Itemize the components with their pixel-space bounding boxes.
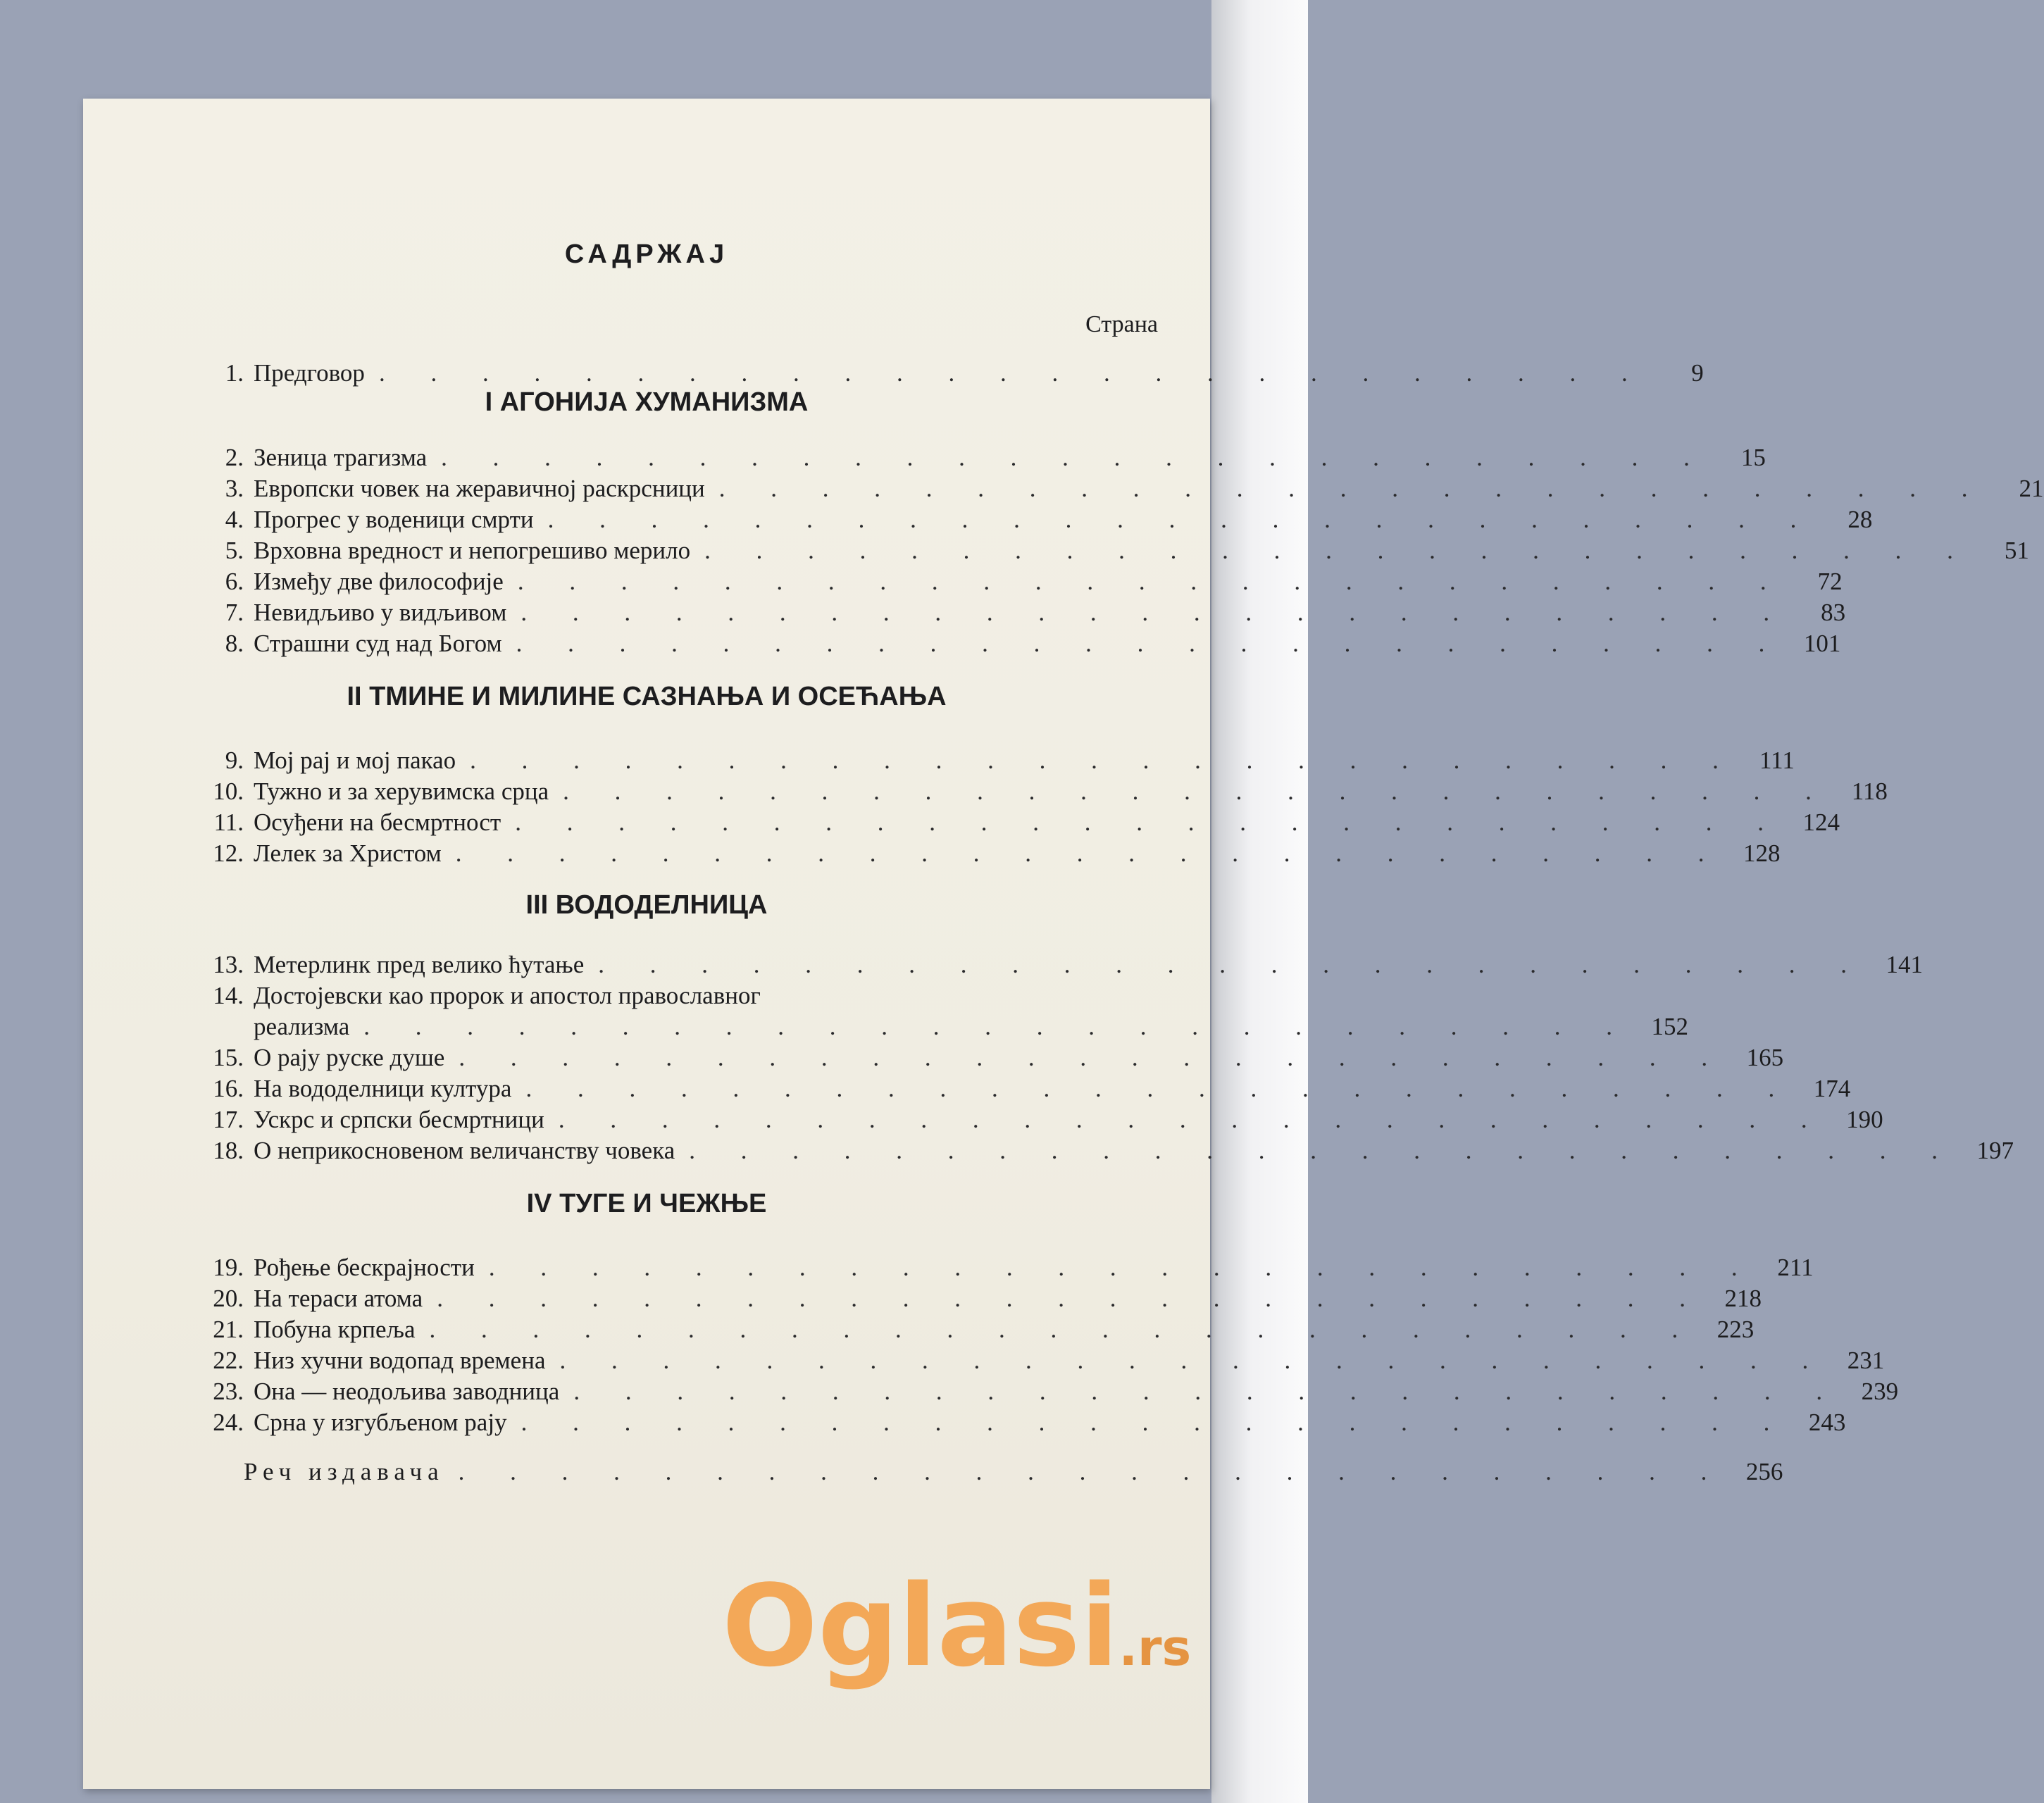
toc-entry: 12. Лелек за Христом . . . . . . . . . . . . . . . . . . . . . . . . . 128 xyxy=(213,840,1781,867)
toc-entry: 24. Срна у изгубљеном рају . . . . . . . . . . . . . . . . . . . . . . . . . 243 xyxy=(213,1409,1846,1436)
toc-entry: 16. На вододелници култура . . . . . . . . . . . . . . . . . . . . . . . . . 174 xyxy=(213,1075,1851,1102)
toc-entry: 21. Побуна крпеља . . . . . . . . . . . . . . . . . . . . . . . . . 223 xyxy=(213,1316,1755,1343)
watermark-logo xyxy=(722,1560,1191,1692)
watermark-brand: Oglasi xyxy=(722,1560,1119,1692)
section-heading: IV ТУГЕ И ЧЕЖЊЕ xyxy=(526,1189,767,1218)
section-heading: I АГОНИЈА ХУМАНИЗМА xyxy=(485,387,809,417)
book-page xyxy=(83,99,2044,1789)
toc-entry: 1. Предговор . . . . . . . . . . . . . . . . . . . . . . . . . 9 xyxy=(225,359,1704,387)
toc-entry: 22. Низ хучни водопад времена . . . . . . . . . . . . . . . . . . . . . . . . . 231 xyxy=(213,1347,1885,1374)
toc-entry: 10. Тужно и за херувимска срца . . . . . . . . . . . . . . . . . . . . . . . . . 118 xyxy=(213,778,1888,805)
toc-entry: 8. Страшни суд над Богом . . . . . . . . . . . . . . . . . . . . . . . . . 101 xyxy=(225,630,1841,657)
toc-entry: 23. Она — неодољива заводница . . . . . . . . . . . . . . . . . . . . . . . . . 239 xyxy=(213,1378,1899,1405)
toc-entry: 11. Осуђени на бесмртност . . . . . . . . . . . . . . . . . . . . . . . . . 124 xyxy=(213,809,1840,836)
toc-entry: 18. О неприкосновеном величанству човека . . . . . . . . . . . . . . . . . . . . . . . . . 197 xyxy=(213,1137,2014,1164)
toc-entry: 5. Врховна вредност и непогрешиво мерило . . . . . . . . . . . . . . . . . . . . . . . . . 51 xyxy=(225,537,2029,564)
toc-entry: 19. Рођење бескрајности . . . . . . . . . . . . . . . . . . . . . . . . . 211 xyxy=(213,1254,1814,1281)
toc-entry: 13. Метерлинк пред велико ћутање . . . . . . . . . . . . . . . . . . . . . . . . . 141 xyxy=(213,951,1923,978)
toc-entry: 9. Мој рај и мој пакао . . . . . . . . . . . . . . . . . . . . . . . . . 111 xyxy=(225,747,1795,774)
toc-entry: 20. На тераси атома . . . . . . . . . . . . . . . . . . . . . . . . . 218 xyxy=(213,1285,1762,1312)
toc-entry: 6. Између две философије . . . . . . . . . . . . . . . . . . . . . . . . . 72 xyxy=(225,568,1843,595)
page-title: САДРЖАЈ xyxy=(564,239,729,269)
section-heading: III ВОДОДЕЛНИЦА xyxy=(525,890,768,920)
toc-entry: 7. Невидљиво у видљивом . . . . . . . . . . . . . . . . . . . . . . . . . 83 xyxy=(225,599,1846,626)
toc-entry: 17. Ускрс и српски бесмртници . . . . . . . . . . . . . . . . . . . . . . . . . 190 xyxy=(213,1106,1883,1133)
background-edge xyxy=(1211,0,1308,1803)
section-heading: II ТМИНЕ И МИЛИНЕ САЗНАЊА И ОСЕЋАЊА xyxy=(347,682,947,711)
toc-entry: 2. Зеница трагизма . . . . . . . . . . . . . . . . . . . . . . . . . 15 xyxy=(225,444,1766,471)
watermark-tld: .rs xyxy=(1118,1619,1192,1677)
toc-entry: 15. О рају руске душе . . . . . . . . . . . . . . . . . . . . . . . . . 165 xyxy=(213,1044,1784,1071)
toc-entry: 4. Прогрес у воденици смрти . . . . . . . . . . . . . . . . . . . . . . . . . 28 xyxy=(225,506,1873,533)
toc-entry: 3. Европски човек на жеравичној раскрсници . . . . . . . . . . . . . . . . . . . . . . . . . 21 xyxy=(225,475,2044,502)
toc-entry: 14. Достојевски као пророк и апостол православног xyxy=(213,982,761,1009)
toc-entry-continuation: реализма . . . . . . . . . . . . . . . . . . . . . . . . . 152 xyxy=(254,1013,1689,1040)
toc-entry-publisher-note: Реч издавача . . . . . . . . . . . . . . . . . . . . . . . . . 256 xyxy=(244,1458,1783,1485)
page-column-header: Страна xyxy=(1085,311,1158,337)
